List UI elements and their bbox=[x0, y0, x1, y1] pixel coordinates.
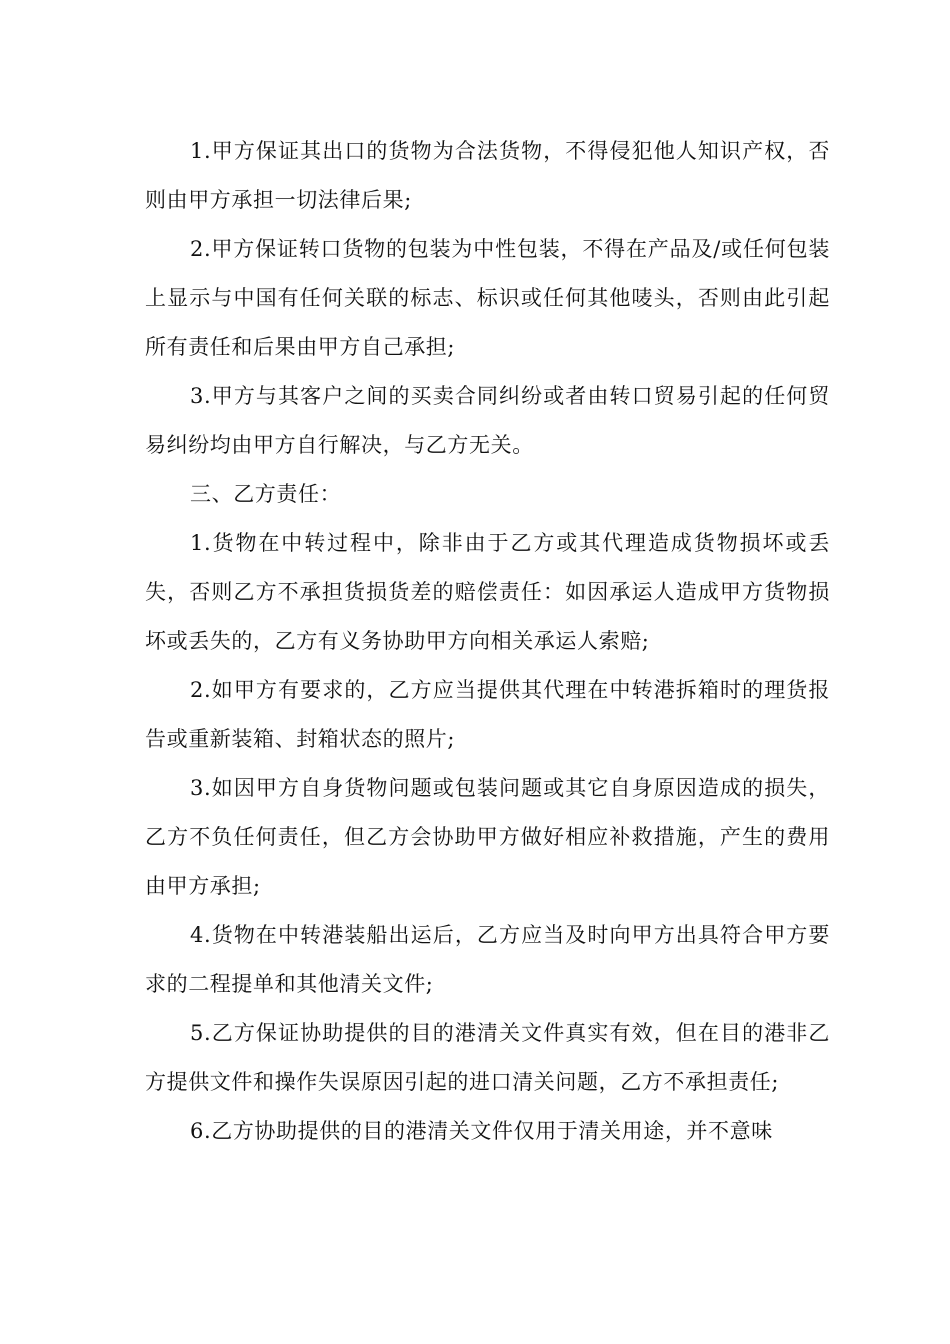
clause-party-b-6: 6.乙方协助提供的目的港清关文件仅用于清关用途，并不意味 bbox=[190, 1119, 773, 1143]
section-heading-party-b-responsibility: 三、乙方责任： bbox=[190, 482, 342, 506]
clause-party-b-4: 4.货物在中转港装船出运后，乙方应当及时向甲方出具符合甲方要求的二程提单和其他清关文件; bbox=[145, 923, 830, 996]
clause-party-b-2: 2.如甲方有要求的，乙方应当提供其代理在中转港拆箱时的理货报告或重新装箱、封箱状态的照片; bbox=[145, 678, 830, 751]
clause-party-b-5: 5.乙方保证协助提供的目的港清关文件真实有效，但在目的港非乙方提供文件和操作失误原因引起的进口清关问题，乙方不承担责任; bbox=[145, 1021, 830, 1094]
clause-party-a-2: 2.甲方保证转口货物的包装为中性包装，不得在产品及/或任何包装上显示与中国有任何关联的标志、标识或任何其他唛头，否则由此引起所有责任和后果由甲方自己承担; bbox=[145, 237, 830, 359]
clause-party-a-1: 1.甲方保证其出口的货物为合法货物，不得侵犯他人知识产权，否则由甲方承担一切法律后果; bbox=[145, 139, 830, 212]
clause-party-b-3: 3.如因甲方自身货物问题或包装问题或其它自身原因造成的损失，乙方不负任何责任，但乙方会协助甲方做好相应补救措施，产生的费用由甲方承担; bbox=[145, 776, 830, 898]
clause-party-b-1: 1.货物在中转过程中，除非由于乙方或其代理造成货物损坏或丢失，否则乙方不承担货损货差的赔偿责任：如因承运人造成甲方货物损坏或丢失的，乙方有义务协助甲方向相关承运人索赔; bbox=[145, 531, 830, 653]
clause-party-a-3: 3.甲方与其客户之间的买卖合同纠纷或者由转口贸易引起的任何贸易纠纷均由甲方自行解决，与乙方无关。 bbox=[145, 384, 830, 457]
document-body bbox=[145, 127, 830, 1156]
